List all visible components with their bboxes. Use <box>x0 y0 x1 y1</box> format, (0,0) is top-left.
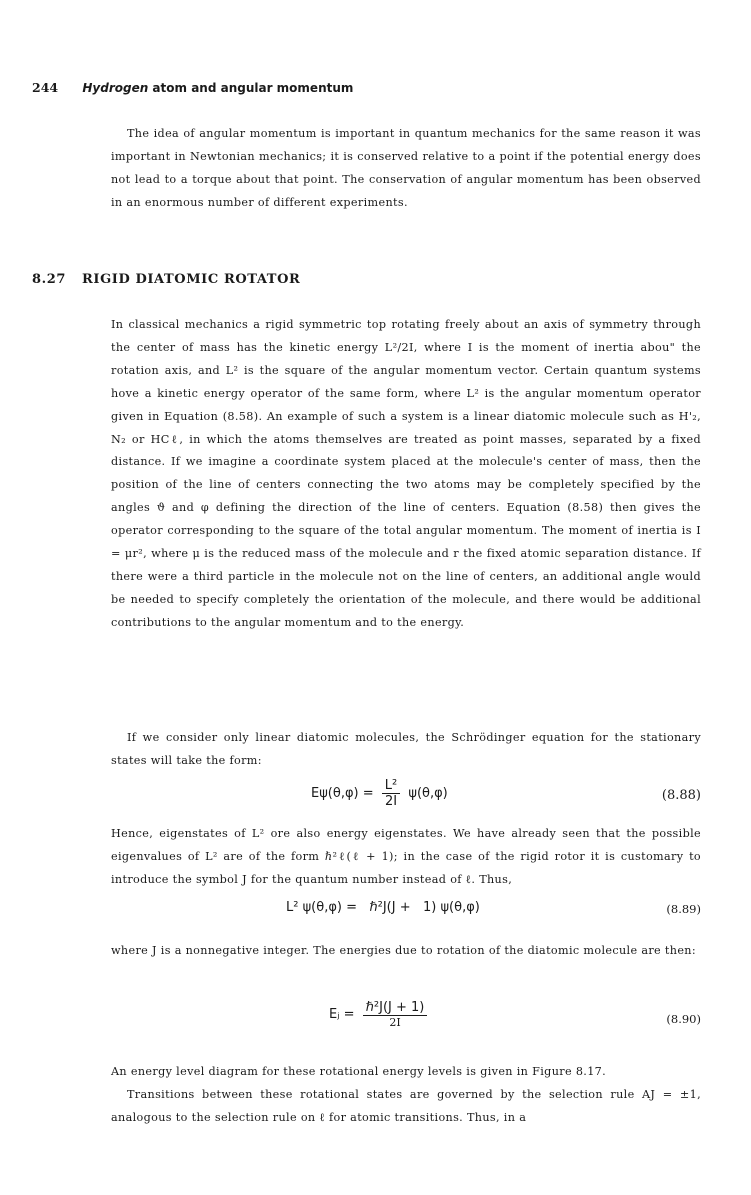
eq-8-88-rhs: ψ(θ,φ) <box>408 786 448 801</box>
equation-label-8-88: (8.88) <box>661 788 701 803</box>
equation-label-8-90: (8.90) <box>666 1012 701 1026</box>
eq-8-88-lhs: Eψ(θ,φ) = <box>311 786 374 801</box>
eq-8-90-fraction <box>363 1000 428 1029</box>
equation-label-8-89: (8.89) <box>666 902 701 916</box>
eq-8-90-numerator: ℏ²J(J + 1) <box>363 1000 428 1016</box>
running-title-italic: Hydrogen <box>82 81 149 95</box>
equation-8-89 <box>111 900 701 940</box>
eq-8-89-body: L² ψ(θ,φ) = ℏ²J(J + 1) ψ(θ,φ) <box>286 900 480 915</box>
page-number: 244 <box>32 80 59 95</box>
running-title <box>82 81 353 95</box>
equation-8-90-body <box>329 1000 431 1029</box>
paragraph-schrodinger: If we consider only linear diatomic molecules, the Schrödinger equation for the stationary states will take the form: <box>111 731 701 767</box>
equation-8-88-body <box>311 778 448 809</box>
eq-8-90-lhs: Eⱼ = <box>329 1007 355 1022</box>
paragraph-eigenstates: Hence, eigenstates of L² ore also energy eigenstates. We have already seen that the possible eigenvalues of L² are of the form ℏ²ℓ(ℓ + 1); in the case of the rigid rotor it is customary to introduce the symbol J for the quantum number instead of ℓ. Thus, <box>111 827 701 886</box>
paragraph-nonnegative: where J is a nonnegative integer. The energies due to rotation of the diatomic molecule are then: <box>111 944 696 957</box>
paragraph-transitions: Transitions between these rotational states are governed by the selection rule AJ = ±1, analogous to the selection rule on ℓ for atomic transitions. Thus, in a <box>111 1088 701 1124</box>
eq-8-88-fraction <box>382 778 400 809</box>
running-head <box>32 80 353 95</box>
section-number: 8.27 <box>32 272 67 287</box>
equation-8-88 <box>111 778 701 818</box>
paragraph-classical-rotor: In classical mechanics a rigid symmetric top rotating freely about an axis of symmetry through the center of mass has the kinetic energy L²/2I, where I is the moment of inertia abou" the rotation axis, and L² is the square of the angular momentum vector. Certain quantum systems hove a kinetic energy operator of the same form, where L² is the angular momentum operator given in Equation (8.58). An example of such a system is a linear diatomic molecule such as H'₂, N₂ or HCℓ, in which the atoms themselves are treated as point masses, separated by a fixed distance. If we imagine a coordinate system placed at the molecule's center of mass, then the position of the line of centers connecting the two atoms may be completely specified by the angles ϑ and φ defining the direction of the line of centers. Equation (8.58) then gives the operator corresponding to the square of the total angular momentum. The moment of inertia is I = μr², where μ is the reduced mass of the molecule and r the fixed atomic separation distance. If there were a third particle in the molecule not on the line of centers, an additional angle would be needed to specify completely the orientation of the molecule, and there would be additional contributions to the angular momentum and to the energy. <box>111 318 701 629</box>
eq-8-88-numerator: L² <box>382 778 400 794</box>
equation-8-90 <box>111 1000 701 1040</box>
eq-8-88-denominator: 2I <box>384 794 398 809</box>
paragraph-energy-diagram: An energy level diagram for these rotational energy levels is given in Figure 8.17. <box>111 1065 607 1078</box>
section-title: RIGID DIATOMIC ROTATOR <box>82 272 301 287</box>
running-title-rest: atom and angular momentum <box>148 81 354 95</box>
section-heading <box>32 272 300 287</box>
eq-8-90-denominator: 2I <box>389 1016 401 1029</box>
intro-paragraph: The idea of angular momentum is important in quantum mechanics for the same reason it was important in Newtonian mechanics; it is conserved relative to a point if the potential energy does not lead to a torque about that point. The conservation of angular momentum has been observed in an enormous number of different experiments. <box>111 127 701 209</box>
